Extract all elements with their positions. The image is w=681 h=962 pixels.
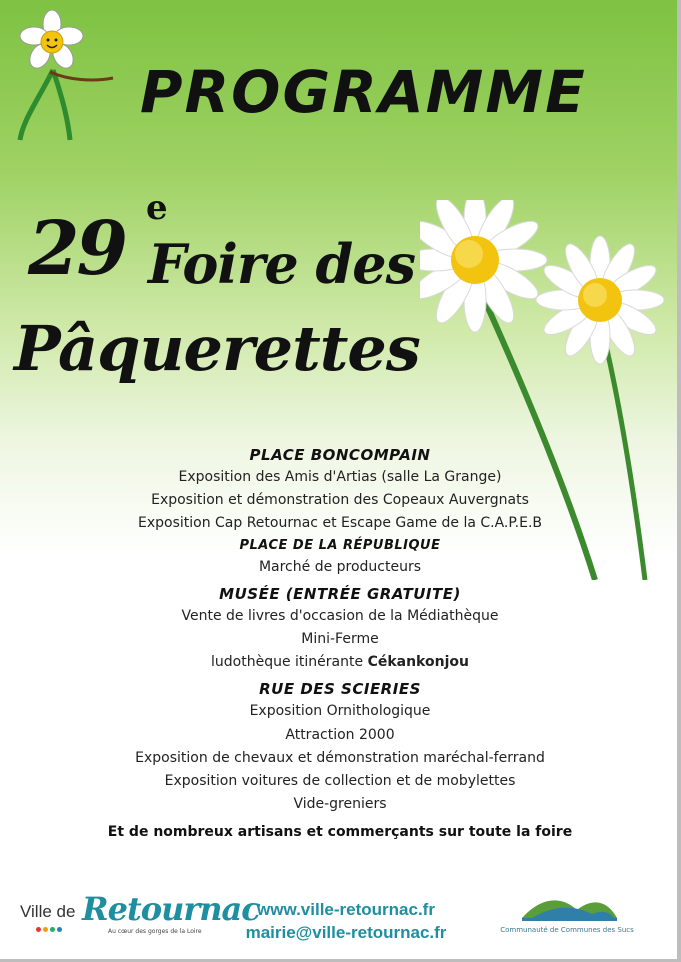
ludotheque-name: Cékankonjou <box>367 654 469 671</box>
daisy-mascot-icon <box>8 10 118 150</box>
logo-ville-de: Ville de <box>20 902 76 921</box>
program-list <box>60 444 620 844</box>
edition-number: 29 <box>28 206 125 292</box>
contact-links <box>236 898 456 944</box>
ville-retournac-logo <box>20 890 260 950</box>
event-name-line2: Pâquerettes <box>14 312 420 385</box>
closing-note: Et de nombreux artisans et commerçants sur toute la foire <box>107 824 573 841</box>
logo-dots-icon <box>36 924 64 935</box>
logo-retournac: Retournac <box>82 890 260 928</box>
email-link[interactable]: mairie@ville-retournac.fr <box>245 923 447 942</box>
event-name-line1: Foire des <box>148 232 416 296</box>
program-item: Exposition des Amis d'Artias (salle La Grange) <box>178 469 502 485</box>
program-item: Mini-Ferme <box>301 631 379 648</box>
section-heading: MUSÉE (ENTRÉE GRATUITE) <box>219 584 461 603</box>
program-item: Attraction 2000 <box>285 726 395 743</box>
program-item: Exposition de chevaux et démonstration maréchal-ferrand <box>135 749 545 766</box>
program-item-ludotheque <box>60 651 620 674</box>
program-item: Exposition Cap Retournac et Escape Game de la C.A.P.E.B <box>137 515 542 532</box>
program-item: Vide-greniers <box>293 796 387 813</box>
community-name: Communauté de Communes des Sucs <box>500 926 634 934</box>
program-item: Exposition Ornithologique <box>249 703 431 720</box>
ludotheque-prefix: ludothèque itinérante <box>211 654 364 671</box>
program-item: Exposition et démonstration des Copeaux Auvergnats <box>151 492 529 509</box>
hills-logo-icon <box>492 888 642 926</box>
community-logo <box>492 888 642 942</box>
logo-tagline: Au cœur des gorges de la Loire <box>108 928 202 935</box>
edition-suffix: e <box>146 188 168 228</box>
section-heading: RUE DES SCIERIES <box>259 680 421 699</box>
website-link[interactable]: www.ville-retournac.fr <box>257 900 435 919</box>
page-title: PROGRAMME <box>140 58 587 126</box>
program-item: Exposition voitures de collection et de mobylettes <box>164 773 516 790</box>
section-heading: PLACE BONCOMPAIN <box>249 446 431 464</box>
program-item: Marché de producteurs <box>258 558 422 575</box>
program-item: Vente de livres d'occasion de la Médiathèque <box>181 607 499 624</box>
section-heading: PLACE DE LA RÉPUBLIQUE <box>239 537 441 553</box>
